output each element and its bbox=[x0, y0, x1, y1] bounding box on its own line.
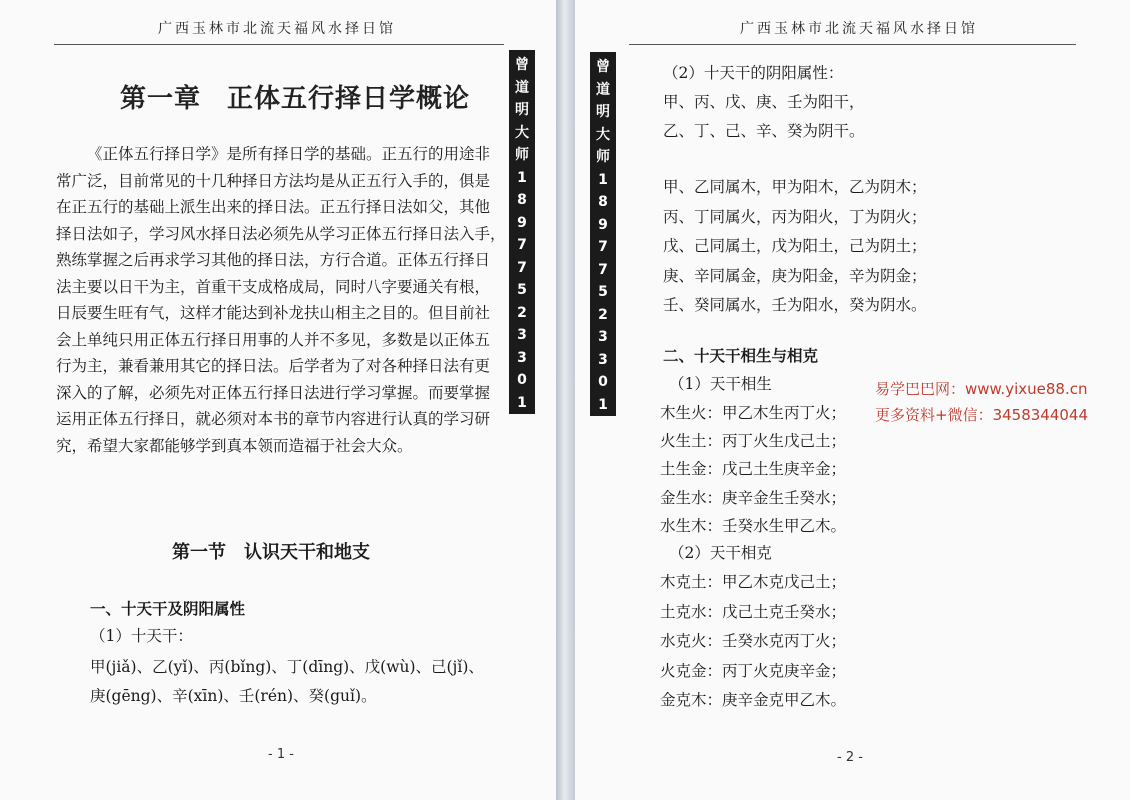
text-line: 火克金：丙丁火克庚辛金； bbox=[660, 661, 847, 680]
banner-char: 3 bbox=[517, 349, 527, 366]
banner-char: 5 bbox=[598, 284, 608, 300]
banner-char: 3 bbox=[598, 351, 608, 368]
banner-char: 师 bbox=[515, 147, 529, 163]
text-line: 壬、癸同属水，壬为阳水，癸为阴水。 bbox=[663, 296, 927, 314]
text-line: 法主要以日干为主，首重干支成格成局，同时八字要通关有根， bbox=[56, 277, 491, 296]
text-line: 金生水：庚辛金生壬癸水； bbox=[660, 488, 847, 507]
banner-char: 7 bbox=[598, 239, 608, 255]
ke-list bbox=[660, 568, 846, 716]
text-line: 乙、丁、己、辛、癸为阴干。 bbox=[663, 121, 865, 140]
subheading-ke: （2）天干相克 bbox=[669, 544, 772, 562]
watermark-contact: 更多资料+微信：3458344044 bbox=[875, 406, 1089, 424]
text-line: 《正体五行择日学》是所有择日学的基础。正五行的用途非 bbox=[87, 145, 491, 163]
sheng-list bbox=[660, 399, 846, 540]
text-line: 常广泛，目前常见的十几种择日方法均是从正五行入手的，俱是 bbox=[56, 171, 491, 190]
header-rule bbox=[54, 44, 504, 45]
stems-pinyin-list bbox=[90, 653, 484, 711]
book-gutter bbox=[556, 0, 575, 800]
banner-char: 7 bbox=[517, 259, 527, 276]
text-line: 甲(jiǎ)、乙(yǐ)、丙(bǐng)、丁(dīng)、戊(wù)、己(jǐ)、 bbox=[90, 658, 484, 676]
banner-char: 1 bbox=[598, 171, 608, 188]
banner-char: 大 bbox=[515, 124, 529, 141]
chapter-number: 第一章 bbox=[120, 84, 202, 114]
text-line: 庚、辛同属金，庚为阳金，辛为阴金； bbox=[663, 266, 927, 285]
banner-char: 8 bbox=[598, 194, 608, 210]
banner-char: 5 bbox=[517, 282, 527, 298]
section-title bbox=[172, 538, 370, 564]
vertical-banner bbox=[590, 52, 616, 416]
banner-char: 明 bbox=[596, 104, 610, 120]
banner-char: 8 bbox=[517, 192, 527, 208]
text-line: 在正五行的基础上派生出来的择日法。正五行择日法如父，其他 bbox=[56, 198, 491, 216]
text-line: 丙、丁同属火，丙为阳火，丁为阴火； bbox=[663, 207, 927, 226]
yinyang-list bbox=[663, 88, 865, 145]
text-line: 深入的了解，必须先对正体五行择日法进行学习掌握。而要掌握 bbox=[56, 383, 491, 402]
subheading-sheng: （1）天干相生 bbox=[669, 375, 772, 393]
banner-char: 曾 bbox=[596, 59, 610, 75]
banner-char: 道 bbox=[596, 81, 610, 98]
text-line: 庚(gēng)、辛(xīn)、壬(rén)、癸(guǐ)。 bbox=[90, 687, 377, 705]
banner-char: 1 bbox=[598, 396, 608, 413]
chapter-title bbox=[120, 78, 470, 115]
banner-char: 3 bbox=[598, 329, 608, 345]
text-line: 运用正体五行择日，就必须对本书的章节内容进行认真的学习研 bbox=[56, 410, 491, 428]
subheading-ten-stems: （1）十天干： bbox=[90, 627, 193, 645]
banner-char: 9 bbox=[517, 214, 527, 231]
heading-sheng-ke: 二、十天干相生与相克 bbox=[663, 347, 819, 365]
page-number-left: - 1 - bbox=[268, 747, 294, 762]
banner-char: 1 bbox=[517, 169, 527, 186]
heading-ten-stems: 一、十天干及阴阳属性 bbox=[90, 600, 246, 618]
text-line: 水生木：壬癸水生甲乙木。 bbox=[660, 516, 847, 535]
intro-paragraph bbox=[56, 141, 506, 459]
page-left bbox=[0, 0, 556, 800]
text-line: 木生火：甲乙木生丙丁火； bbox=[660, 404, 847, 422]
text-line: 土生金：戊己土生庚辛金； bbox=[660, 460, 847, 479]
text-line: 熟练掌握之后再求学习其他的择日法，方行合道。正体五行择日 bbox=[56, 251, 491, 269]
header-rule bbox=[629, 44, 1076, 45]
banner-char: 7 bbox=[598, 261, 608, 278]
running-header: 广西玉林市北流天福风水择日馆 bbox=[158, 21, 396, 37]
text-line: 金克木：庚辛金克甲乙木。 bbox=[660, 691, 847, 709]
watermark bbox=[875, 376, 1088, 428]
watermark-site: 易学巴巴网：www.yixue88.cn bbox=[875, 380, 1088, 398]
vertical-banner bbox=[509, 50, 535, 414]
banner-char: 大 bbox=[596, 126, 610, 143]
banner-char: 7 bbox=[517, 237, 527, 253]
text-line: 甲、乙同属木，甲为阳木，乙为阴木； bbox=[663, 178, 927, 196]
text-line: 究，希望大家都能够学到真本领而造福于社会大众。 bbox=[56, 436, 413, 455]
banner-char: 2 bbox=[598, 306, 608, 323]
text-line: 水克火：壬癸水克丙丁火； bbox=[660, 632, 847, 650]
banner-char: 0 bbox=[517, 372, 527, 388]
subheading-yinyang: （2）十天干的阴阳属性： bbox=[663, 64, 844, 82]
text-line: 日辰要生旺有气，这样才能达到补龙扶山相主之目的。但目前社 bbox=[56, 304, 491, 322]
banner-char: 1 bbox=[517, 394, 527, 411]
banner-char: 9 bbox=[598, 216, 608, 233]
banner-char: 明 bbox=[515, 102, 529, 118]
chapter-name: 正体五行择日学概论 bbox=[227, 84, 471, 114]
banner-char: 师 bbox=[596, 149, 610, 165]
banner-char: 曾 bbox=[515, 57, 529, 73]
banner-char: 2 bbox=[517, 304, 527, 321]
banner-char: 3 bbox=[517, 327, 527, 343]
text-line: 会上单纯只用正体五行择日用事的人并不多见，多数是以正体五 bbox=[56, 330, 491, 349]
text-line: 火生土：丙丁火生戊己土； bbox=[660, 432, 847, 451]
banner-char: 道 bbox=[515, 79, 529, 96]
text-line: 戊、己同属土，戊为阳土，己为阴土； bbox=[663, 237, 927, 255]
page-number-right: - 2 - bbox=[837, 750, 863, 765]
text-line: 行为主，兼看兼用其它的择日法。后学者为了对各种择日法有更 bbox=[56, 357, 491, 375]
text-line: 木克土：甲乙木克戊己土； bbox=[660, 573, 847, 591]
text-line: 土克水：戊己土克壬癸水； bbox=[660, 602, 847, 621]
section-number: 第一节 bbox=[172, 542, 226, 563]
text-line: 甲、丙、戊、庚、壬为阳干， bbox=[663, 93, 865, 111]
running-header: 广西玉林市北流天福风水择日馆 bbox=[740, 21, 978, 37]
section-name: 认识天干和地支 bbox=[244, 542, 370, 563]
element-list bbox=[663, 173, 927, 321]
text-line: 择日法如子，学习风水择日法必须先从学习正体五行择日法入手， bbox=[56, 224, 506, 243]
banner-char: 0 bbox=[598, 374, 608, 390]
